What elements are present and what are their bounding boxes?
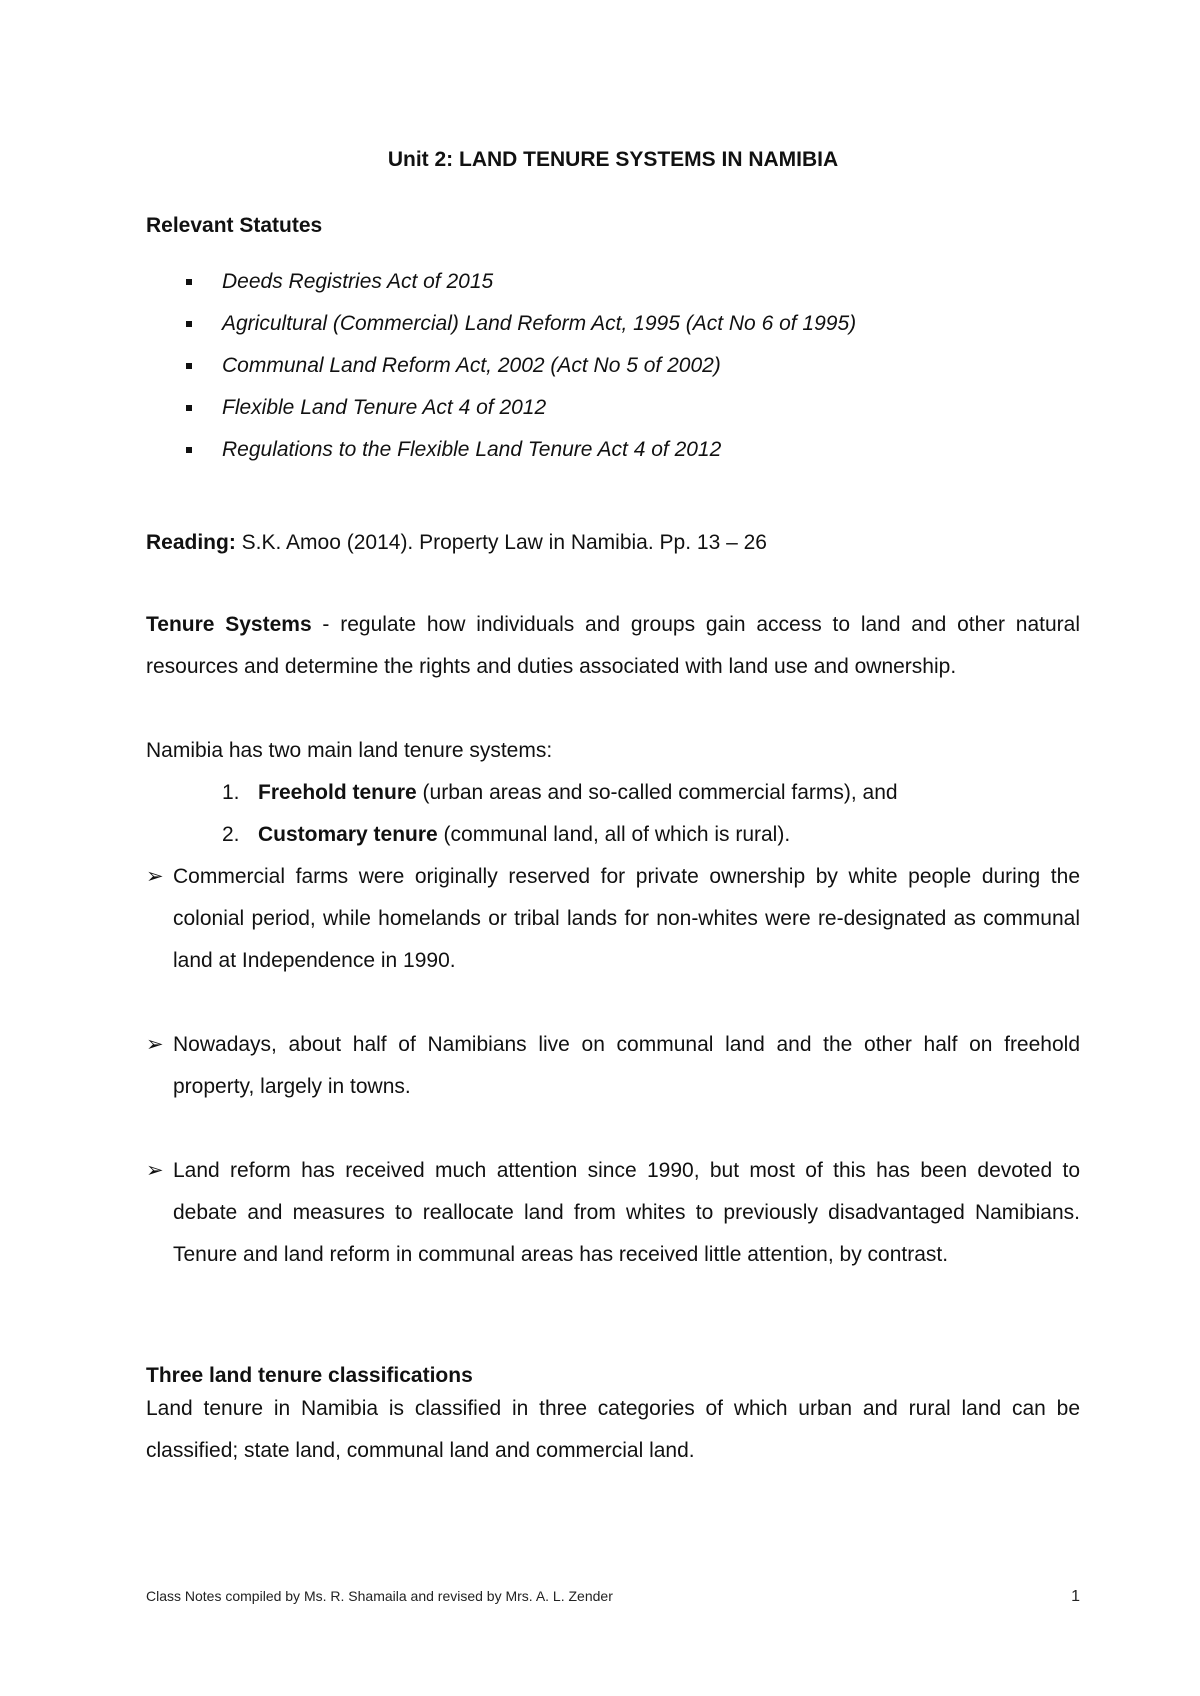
arrow-point: ➢ Land reform has received much attention since 1990, but most of this has been devoted to debate and measures to reallocate land from whites to previously disadvantaged Namibians. Tenure and land reform in communal areas has received little attention, by contrast. [146,1150,1080,1276]
page-title: Unit 2: LAND TENURE SYSTEMS IN NAMIBIA [387,148,839,171]
list-item: 2. Customary tenure (communal land, all of which is rural). [222,823,791,846]
reading-label: Reading: [146,531,236,554]
bullet-square-icon [186,447,192,453]
arrow-point: ➢ Nowadays, about half of Namibians live on communal land and the other half on freehold property, largely in towns. [146,1024,1080,1108]
list-item: 1. Freehold tenure (urban areas and so-called commercial farms), and [222,781,898,804]
arrow-point: ➢ Commercial farms were originally reserved for private ownership by white people during the colonial period, while homelands or tribal lands for non-whites were re-designated as communal land at Independence in 1990. [146,856,1080,982]
statutes-list [146,270,856,480]
tenure-intro: Namibia has two main land tenure systems: [146,739,553,762]
document-page [146,0,1080,1696]
reading-line [146,522,1080,564]
list-item: Regulations to the Flexible Land Tenure Act 4 of 2012 [146,438,856,480]
arrow-bullet-icon: ➢ [146,1033,164,1056]
list-item: Communal Land Reform Act, 2002 (Act No 5 of 2002) [146,354,856,396]
statutes-heading: Relevant Statutes [146,214,323,237]
tenure-term: Tenure Systems [146,613,312,636]
bullet-square-icon [186,279,192,285]
list-item: Deeds Registries Act of 2015 [146,270,856,312]
page-number: 1 [1071,1588,1080,1605]
classifications-heading: Three land tenure classifications [146,1364,473,1387]
list-item: Flexible Land Tenure Act 4 of 2012 [146,396,856,438]
tenure-systems-list [222,772,898,856]
list-item: Agricultural (Commercial) Land Reform Act, 1995 (Act No 6 of 1995) [146,312,856,354]
tenure-definition-text: - regulate how individuals and groups gain access to land and other natural resources and determine the rights and duties associated with land use and ownership. [146,613,1080,678]
tenure-definition [146,604,1080,688]
arrow-bullet-icon: ➢ [146,865,164,888]
bullet-square-icon [186,405,192,411]
page-footer [146,1588,1080,1604]
footer-note: Class Notes compiled by Ms. R. Shamaila and revised by Mrs. A. L. Zender [146,1588,613,1604]
classifications-text: Land tenure in Namibia is classified in three categories of which urban and rural land can be classified; state land, communal land and commercial land. [146,1397,1080,1462]
reading-text: S.K. Amoo (2014). Property Law in Namibia. Pp. 13 – 26 [235,531,767,554]
bullet-square-icon [186,321,192,327]
arrow-bullet-icon: ➢ [146,1159,164,1182]
bullet-square-icon [186,363,192,369]
